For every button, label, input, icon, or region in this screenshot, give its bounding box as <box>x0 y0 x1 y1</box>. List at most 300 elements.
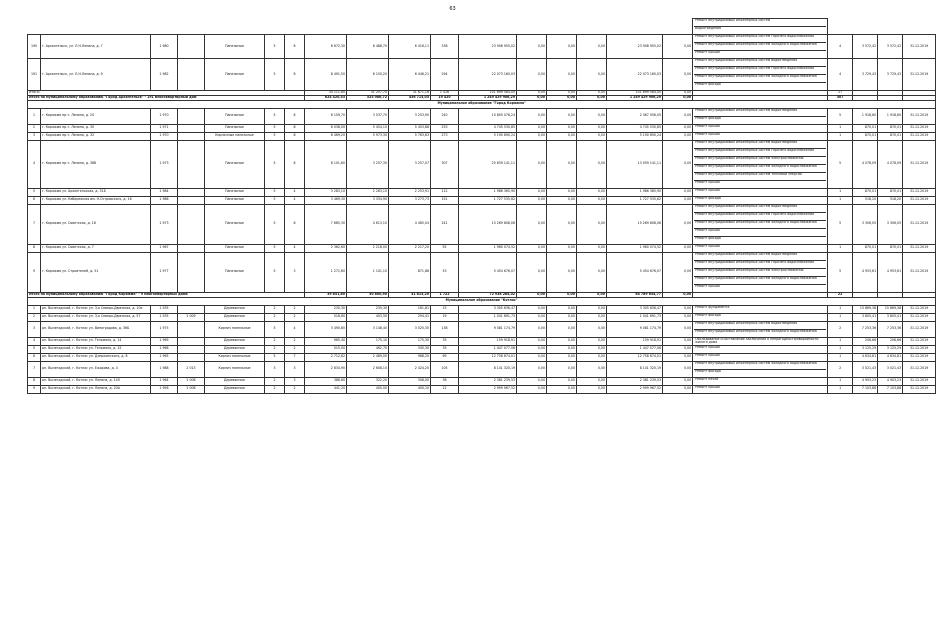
specific-cost-cell: 3 572,42 <box>853 35 878 59</box>
repair-cost-cell: 1 041 691,73 <box>459 313 517 321</box>
owners-area-cell: 2 424,20 <box>389 361 431 377</box>
build-year-cell: 1 964 <box>151 377 178 385</box>
section-title: Муниципальное образование "Город Коряжма" <box>28 100 936 108</box>
owners-area-cell: 175,30 <box>389 337 431 345</box>
row-number-cell: 1 <box>28 305 41 313</box>
table-row <box>28 124 936 132</box>
limit-cost-cell: 4 078,09 <box>878 140 903 188</box>
fund-local-cell: 0,00 <box>577 188 607 196</box>
fund-owners-cell: 13 059 141,11 <box>607 140 663 188</box>
table-row <box>28 361 936 377</box>
work-item: водоотведения <box>695 26 721 30</box>
fund-other-cell: 0,00 <box>663 345 693 353</box>
residential-area-cell: 175,10 <box>347 337 389 345</box>
deadline-cell: 31.12.2019 <box>903 188 936 196</box>
row-number-cell: 2 <box>28 124 41 132</box>
deadline-cell: 31.12.2019 <box>903 196 936 204</box>
build-year-cell: 1 984 <box>151 188 178 196</box>
total-area-cell: 3 469,30 <box>305 196 347 204</box>
build-year-cell: 1 967 <box>151 244 178 252</box>
build-year-cell: 1 973 <box>151 204 178 244</box>
residents-cell: 241 <box>431 204 459 244</box>
floors-cell: 5 <box>265 353 285 361</box>
specific-cost-cell: 518,20 <box>853 196 878 204</box>
deadline-cell: 31.12.2019 <box>903 252 936 292</box>
repair-cost-cell: 25 839 141,11 <box>459 140 517 188</box>
fund-federal-cell: 0,00 <box>517 188 547 196</box>
wall-material-cell: Панельные <box>205 108 265 124</box>
work-item: Ремонт крыши <box>695 187 720 192</box>
owners-area-cell: 5 453,88 <box>389 124 431 132</box>
fund-federal-cell: 0,00 <box>517 313 547 321</box>
limit-cost-cell: 4 634,81 <box>878 353 903 361</box>
wall-material-cell: Деревянные <box>205 313 265 321</box>
limit-cost-cell: 3 572,42 <box>878 35 903 59</box>
overhaul-year-cell <box>178 345 205 353</box>
work-item: Ремонт внутридомовых инженерных систем горячего водоснабжения <box>694 213 826 221</box>
repair-cost-cell: 1 727 535,62 <box>459 196 517 204</box>
limit-cost-cell: 7 103,88 <box>878 385 903 393</box>
wall-material-cell: Кирпич панельные <box>205 361 265 377</box>
residents-cell: 338 <box>431 35 459 59</box>
row-number-cell: 1 <box>28 108 41 124</box>
total-area-cell: 39 851,80 <box>305 292 347 297</box>
limit-cost-cell: 3 729,43 <box>878 59 903 91</box>
entrances-cell: 7 <box>285 353 305 361</box>
fund-regional-cell: 0,00 <box>547 95 577 100</box>
address-cell: рп. Вычегодский, г. Котлас ул. Тельмана, д. 15 <box>41 345 151 353</box>
work-count-cell: 1 <box>828 385 853 393</box>
fund-owners-cell: 15 269 808,06 <box>607 204 663 244</box>
fund-owners-cell: 2 381 239,53 <box>607 377 663 385</box>
repair-cost-cell: 5 454 676,07 <box>459 252 517 292</box>
row-number-cell: 8 <box>28 377 41 385</box>
wall-material-cell: Панельные <box>205 140 265 188</box>
repair-cost-cell: 1 249 429 906,29 <box>459 95 517 100</box>
work-count-cell: 1 <box>828 377 853 385</box>
work-item: Ремонт внутридомовых инженерных систем холодного водоснабжения <box>694 165 826 173</box>
fund-federal-cell: 0,00 <box>517 292 547 297</box>
floors-cell: 2 <box>265 305 285 313</box>
residential-area-cell: 525 086,72 <box>347 95 389 100</box>
work-item: Обследование и составление заключения о непригодности/аварийности жилого дома <box>695 336 819 345</box>
overhaul-year-cell <box>178 132 205 140</box>
specific-cost-cell: 4 903,23 <box>853 377 878 385</box>
work-item: Ремонт внутридомовых инженерных систем водоотведения <box>694 141 826 149</box>
entrances-cell: 8 <box>285 124 305 132</box>
owners-area-cell: 436 715,03 <box>389 95 431 100</box>
fund-owners-cell: 64 789 634,77 <box>607 292 663 297</box>
residential-area-cell: 3 334,90 <box>347 196 389 204</box>
owners-area-cell: 3 253,90 <box>389 108 431 124</box>
owners-area-cell: 2 253,91 <box>389 188 431 196</box>
wall-material-cell: Панельные <box>205 59 265 91</box>
work-count-cell: 27 <box>828 91 853 96</box>
fund-local-cell: 0,00 <box>577 377 607 385</box>
residents-cell: 92 <box>431 244 459 252</box>
overhaul-year-cell <box>178 337 205 345</box>
wall-material-cell: Панельные <box>205 244 265 252</box>
entrances-cell: 8 <box>285 108 305 124</box>
fund-regional-cell: 0,00 <box>547 140 577 188</box>
owners-area-cell: 31 815,20 <box>389 292 431 297</box>
work-types-cell <box>693 385 828 393</box>
work-types-cell <box>693 353 828 361</box>
build-year-cell: 1 966 <box>151 345 178 353</box>
fund-other-cell: 0,00 <box>663 305 693 313</box>
table-row <box>28 59 936 91</box>
total-area-cell: 624 420,53 <box>305 95 347 100</box>
work-item: Ремонт фасада <box>695 312 721 317</box>
total-area-cell: 3 490,80 <box>305 321 347 337</box>
total-area-cell: 7 685,30 <box>305 204 347 244</box>
section-title: Муниципальное образование "Котлас" <box>28 297 936 305</box>
build-year-cell: 1 956 <box>151 385 178 393</box>
residents-cell: 138 <box>431 321 459 337</box>
residents-cell: 105 <box>431 361 459 377</box>
work-types-cell <box>693 361 828 377</box>
deadline-cell: 31.12.2019 <box>903 313 936 321</box>
work-item: Ремонт крыши <box>695 50 720 54</box>
fund-local-cell: 0,00 <box>577 321 607 337</box>
owners-area-cell: 871,88 <box>389 252 431 292</box>
deadline-cell: 31.12.2019 <box>903 361 936 377</box>
overhaul-year-cell <box>178 188 205 196</box>
fund-regional-cell: 0,00 <box>547 196 577 204</box>
wall-material-cell: Деревянные <box>205 305 265 313</box>
fund-local-cell: 0,00 <box>577 124 607 132</box>
fund-local-cell: 0,00 <box>577 313 607 321</box>
repair-cost-cell: 2 999 967,52 <box>459 385 517 393</box>
fund-other-cell: 0,00 <box>663 35 693 59</box>
repair-cost-cell: 10 805 078,24 <box>459 108 517 124</box>
work-count-cell: 1 <box>828 124 853 132</box>
owners-area-cell: 5 763,83 <box>389 132 431 140</box>
specific-cost-cell: 3 021,43 <box>853 361 878 377</box>
table-row <box>28 305 936 313</box>
fund-owners-cell: 8 141 320,19 <box>607 361 663 377</box>
specific-cost-cell: 870,01 <box>853 132 878 140</box>
fund-owners-cell: 3 305 636,47 <box>607 305 663 313</box>
fund-local-cell: 0,00 <box>577 204 607 244</box>
wall-material-cell: Деревянные <box>205 337 265 345</box>
fund-owners-cell: 1 727 535,62 <box>607 196 663 204</box>
work-item: Ремонт внутридомовых инженерных систем горячего водоснабжения <box>694 261 826 269</box>
wall-material-cell: Панельные <box>205 204 265 244</box>
fund-regional-cell: 0,00 <box>547 337 577 345</box>
floors-cell: 3 <box>265 361 285 377</box>
work-count-cell: 2 <box>828 321 853 337</box>
fund-other-cell: 0,00 <box>663 124 693 132</box>
fund-other-cell: 0,00 <box>663 196 693 204</box>
capital-repair-register-table <box>27 18 936 394</box>
table-row <box>28 321 936 337</box>
work-count-cell: 1 <box>828 196 853 204</box>
residential-area-cell: 462,70 <box>347 345 389 353</box>
specific-cost-cell: 870,01 <box>853 124 878 132</box>
residents-cell: 53 <box>431 252 459 292</box>
residents-cell: 151 <box>431 196 459 204</box>
overhaul-year-cell <box>178 108 205 124</box>
wall-material-cell: Деревянные <box>205 345 265 353</box>
table-row <box>28 132 936 140</box>
fund-regional-cell: 0,00 <box>547 292 577 297</box>
work-types-cell <box>693 108 828 124</box>
fund-other-cell: 0,00 <box>663 361 693 377</box>
fund-federal-cell: 0,00 <box>517 124 547 132</box>
work-item: Ремонт фасада <box>695 368 721 373</box>
entrances-cell: 8 <box>285 132 305 140</box>
repair-cost-cell: 101 699 584,00 <box>459 91 517 96</box>
fund-federal-cell: 0,00 <box>517 91 547 96</box>
fund-local-cell: 0,00 <box>577 244 607 252</box>
fund-local-cell: 0,00 <box>577 353 607 361</box>
fund-regional-cell: 0,00 <box>547 204 577 244</box>
floors-cell: 5 <box>265 196 285 204</box>
work-item: Ремонт крыши <box>695 283 720 288</box>
fund-local-cell: 0,00 <box>577 35 607 59</box>
residential-area-cell: 403,50 <box>347 313 389 321</box>
entrances-cell: 8 <box>285 35 305 59</box>
total-area-cell: 2 362,60 <box>305 244 347 252</box>
floors-cell: 5 <box>265 140 285 188</box>
work-types-cell <box>693 337 828 345</box>
fund-other-cell: 0,00 <box>663 140 693 188</box>
residential-area-cell: 2 283,10 <box>347 188 389 196</box>
table-row <box>28 35 936 59</box>
work-types-cell <box>693 19 828 35</box>
deadline-cell: 31.12.2019 <box>903 337 936 345</box>
residential-area-cell: 2 608,10 <box>347 361 389 377</box>
work-item: Ремонт внутридомовых инженерных систем горячего водоснабжения <box>694 35 826 43</box>
deadline-cell: 31.12.2019 <box>903 345 936 353</box>
work-types-cell <box>693 140 828 188</box>
work-count-cell: 1 <box>828 132 853 140</box>
overhaul-year-cell: 2 013 <box>178 361 205 377</box>
row-number-cell: 4 <box>28 140 41 188</box>
owners-area-cell: 294,41 <box>389 313 431 321</box>
entrances-cell: 4 <box>285 321 305 337</box>
total-area-cell: 2 834,90 <box>305 361 347 377</box>
overhaul-year-cell <box>178 353 205 361</box>
fund-other-cell: 0,00 <box>663 252 693 292</box>
fund-owners-cell: 1 041 691,73 <box>607 313 663 321</box>
work-types-cell <box>693 252 828 292</box>
register-body <box>28 19 936 394</box>
fund-regional-cell: 0,00 <box>547 377 577 385</box>
work-item: Ремонт крыши <box>695 179 720 184</box>
address-cell: рп. Вычегодский, г. Котлас ул. Ленина, д. 149 <box>41 377 151 385</box>
work-types-cell <box>693 132 828 140</box>
residents-cell: 35 <box>431 345 459 353</box>
work-item: Ремонт фасада <box>695 195 721 200</box>
address-cell: рп. Вычегодский, г. Котлас ул. Виноградова, д. 36Б <box>41 321 151 337</box>
address-cell: г. Коряжма пр-т. Ленина, д. 30 <box>41 124 151 132</box>
build-year-cell: 1 986 <box>151 196 178 204</box>
total-area-cell: 518,60 <box>305 313 347 321</box>
fund-local-cell: 0,00 <box>577 91 607 96</box>
address-cell: г. Архангельск, ул. Л.Н.Ленина, д. 9 <box>41 59 151 91</box>
repair-cost-cell: 72 938 284,02 <box>459 292 517 297</box>
wall-material-cell: Панельные <box>205 196 265 204</box>
floors-cell: 5 <box>265 124 285 132</box>
limit-cost-cell: 7 253,36 <box>878 321 903 337</box>
fund-other-cell: 0,00 <box>663 321 693 337</box>
row-number-cell: 6 <box>28 353 41 361</box>
fund-local-cell: 0,00 <box>577 345 607 353</box>
repair-cost-cell: 1 960 074,52 <box>459 244 517 252</box>
specific-cost-cell: 3 125,29 <box>853 345 878 353</box>
fund-local-cell: 0,00 <box>577 196 607 204</box>
residential-area-cell: 3 537,70 <box>347 108 389 124</box>
residential-area-cell: 3 257,30 <box>347 140 389 188</box>
total-area-cell: 8 491,50 <box>305 59 347 91</box>
repair-cost-cell: 2 381 239,53 <box>459 377 517 385</box>
work-count-cell: 1 <box>828 244 853 252</box>
total-area-cell: 2 712,82 <box>305 353 347 361</box>
residential-area-cell: 6 150,20 <box>347 59 389 91</box>
entrances-cell: 2 <box>285 313 305 321</box>
owners-area-cell: 161,81 <box>389 305 431 313</box>
work-count-cell: 1 <box>828 337 853 345</box>
fund-regional-cell: 0,00 <box>547 108 577 124</box>
fund-other-cell: 0,00 <box>663 188 693 196</box>
work-item: Ремонт внутридомовых инженерных систем горячего водоснабжения <box>694 149 826 157</box>
fund-local-cell: 0,00 <box>577 361 607 377</box>
fund-owners-cell: 12 758 674,01 <box>607 353 663 361</box>
fund-other-cell: 0,00 <box>663 313 693 321</box>
deadline-cell: 31.12.2019 <box>903 108 936 124</box>
work-count-cell: 5 <box>828 252 853 292</box>
fund-federal-cell: 0,00 <box>517 204 547 244</box>
total-area-cell: 515,00 <box>305 345 347 353</box>
owners-area-cell: 3 273,73 <box>389 196 431 204</box>
fund-local-cell: 0,00 <box>577 108 607 124</box>
fund-other-cell: 0,00 <box>663 377 693 385</box>
fund-owners-cell: 1 986 365,90 <box>607 188 663 196</box>
work-item: Ремонт внутридомовых инженерных систем холодного водоснабжения <box>694 362 826 370</box>
overhaul-year-cell <box>178 35 205 59</box>
overhaul-year-cell <box>178 196 205 204</box>
address-cell: г. Коряжма пр-т. Ленина, д. 20 <box>41 108 151 124</box>
fund-federal-cell: 0,00 <box>517 59 547 91</box>
overhaul-year-cell: 2 009 <box>178 313 205 321</box>
overhaul-year-cell <box>178 252 205 292</box>
residents-cell: 273 <box>431 132 459 140</box>
entrances-cell: 4 <box>285 244 305 252</box>
work-item: Ремонт внутридомовых инженерных систем горячего водоснабжения <box>694 67 826 75</box>
fund-other-cell: 0,00 <box>663 91 693 96</box>
fund-federal-cell: 0,00 <box>517 377 547 385</box>
total-label: Итого по муниципальному образованию "Город Архангельск" - 191 многоквартирный дом <box>28 95 305 100</box>
work-types-cell <box>693 313 828 321</box>
work-item: Ремонт крыши <box>695 384 720 389</box>
specific-cost-cell: 4 634,81 <box>853 353 878 361</box>
overhaul-year-cell <box>178 59 205 91</box>
work-types-cell <box>693 345 828 353</box>
total-label: Итого: <box>28 91 305 96</box>
work-count-cell: 1 <box>828 188 853 196</box>
work-types-cell <box>693 321 828 337</box>
entrances-cell: 3 <box>285 361 305 377</box>
work-count-cell: 4 <box>828 35 853 59</box>
work-count-cell: 1 <box>828 305 853 313</box>
limit-cost-cell: 870,01 <box>878 124 903 132</box>
limit-cost-cell: 4 903,23 <box>878 377 903 385</box>
fund-federal-cell: 0,00 <box>517 345 547 353</box>
address-cell: рп. Вычегодский, г. Котлас ул. 3-я Северо-Двинская, д. 10а <box>41 305 151 313</box>
repair-cost-cell: 22 073 160,03 <box>459 59 517 91</box>
build-year-cell: 1 977 <box>151 252 178 292</box>
wall-material-cell: Кирпич панельные <box>205 321 265 337</box>
work-count-cell: 1 <box>828 345 853 353</box>
wall-material-cell: Панельные <box>205 35 265 59</box>
address-cell: г. Коряжма пр-т. Ленина, д. 38б <box>41 140 151 188</box>
residents-cell: 15 <box>431 305 459 313</box>
total-area-cell: 386,60 <box>305 377 347 385</box>
deadline-cell: 31.12.2019 <box>903 132 936 140</box>
fund-other-cell: 0,00 <box>663 385 693 393</box>
address-cell: г. Коряжма ул. Строителей, д. 51 <box>41 252 151 292</box>
fund-regional-cell: 0,00 <box>547 124 577 132</box>
owners-area-cell: 4 465,04 <box>389 204 431 244</box>
residential-area-cell: 5 454,10 <box>347 124 389 132</box>
residential-area-cell: 5 973,30 <box>347 132 389 140</box>
fund-other-cell: 0,00 <box>663 132 693 140</box>
address-cell: рп. Вычегодский, г. Котлас ул. Ежорова, д. 4 <box>41 361 151 377</box>
row-number-cell: 2 <box>28 313 41 321</box>
owners-area-cell: 3 025,30 <box>389 321 431 337</box>
row-number-cell: 7 <box>28 361 41 377</box>
fund-federal-cell: 0,00 <box>517 132 547 140</box>
limit-cost-cell: 15 869,38 <box>878 305 903 313</box>
row-number-cell: 5 <box>28 345 41 353</box>
section-title-row <box>28 100 936 108</box>
fund-local-cell: 0,00 <box>577 132 607 140</box>
specific-cost-cell: 3 805,41 <box>853 313 878 321</box>
deadline-cell: 31.12.2019 <box>903 204 936 244</box>
limit-cost-cell: 1 918,60 <box>878 108 903 124</box>
overhaul-year-cell <box>178 321 205 337</box>
work-item: Ремонт внутридомовых инженерных систем водоотведения <box>694 205 826 213</box>
build-year-cell: 1 980 <box>151 35 178 59</box>
address-cell: г. Коряжма ул. Советская, д. 7 <box>41 244 151 252</box>
work-item: Ремонт фасада <box>695 235 721 240</box>
table-row <box>28 337 936 345</box>
floors-cell: 5 <box>265 132 285 140</box>
owners-area-cell: 31 671,18 <box>389 91 431 96</box>
fund-owners-cell: 101 699 584,00 <box>607 91 663 96</box>
residents-cell: 1 722 <box>431 292 459 297</box>
wall-material-cell: Деревянные <box>205 385 265 393</box>
fund-regional-cell: 0,00 <box>547 91 577 96</box>
entrances-cell: 2 <box>285 305 305 313</box>
owners-area-cell: 400,10 <box>389 385 431 393</box>
continued-works-row <box>28 19 936 35</box>
work-item: Ремонт крыши <box>695 344 720 349</box>
work-item: Ремонт внутридомовых инженерных систем водоотведения <box>694 59 826 67</box>
limit-cost-cell: 3 805,41 <box>878 313 903 321</box>
fund-owners-cell: 9 081 174,79 <box>607 321 663 337</box>
overhaul-year-cell <box>178 124 205 132</box>
limit-cost-cell: 870,01 <box>878 132 903 140</box>
fund-regional-cell: 0,00 <box>547 313 577 321</box>
residential-area-cell: 3 148,40 <box>347 321 389 337</box>
table-row <box>28 345 936 353</box>
repair-cost-cell: 23 908 955,02 <box>459 35 517 59</box>
deadline-cell: 31.12.2019 <box>903 35 936 59</box>
work-item: Ремонт внутридомовых инженерных систем тепловой энергии <box>694 173 826 181</box>
